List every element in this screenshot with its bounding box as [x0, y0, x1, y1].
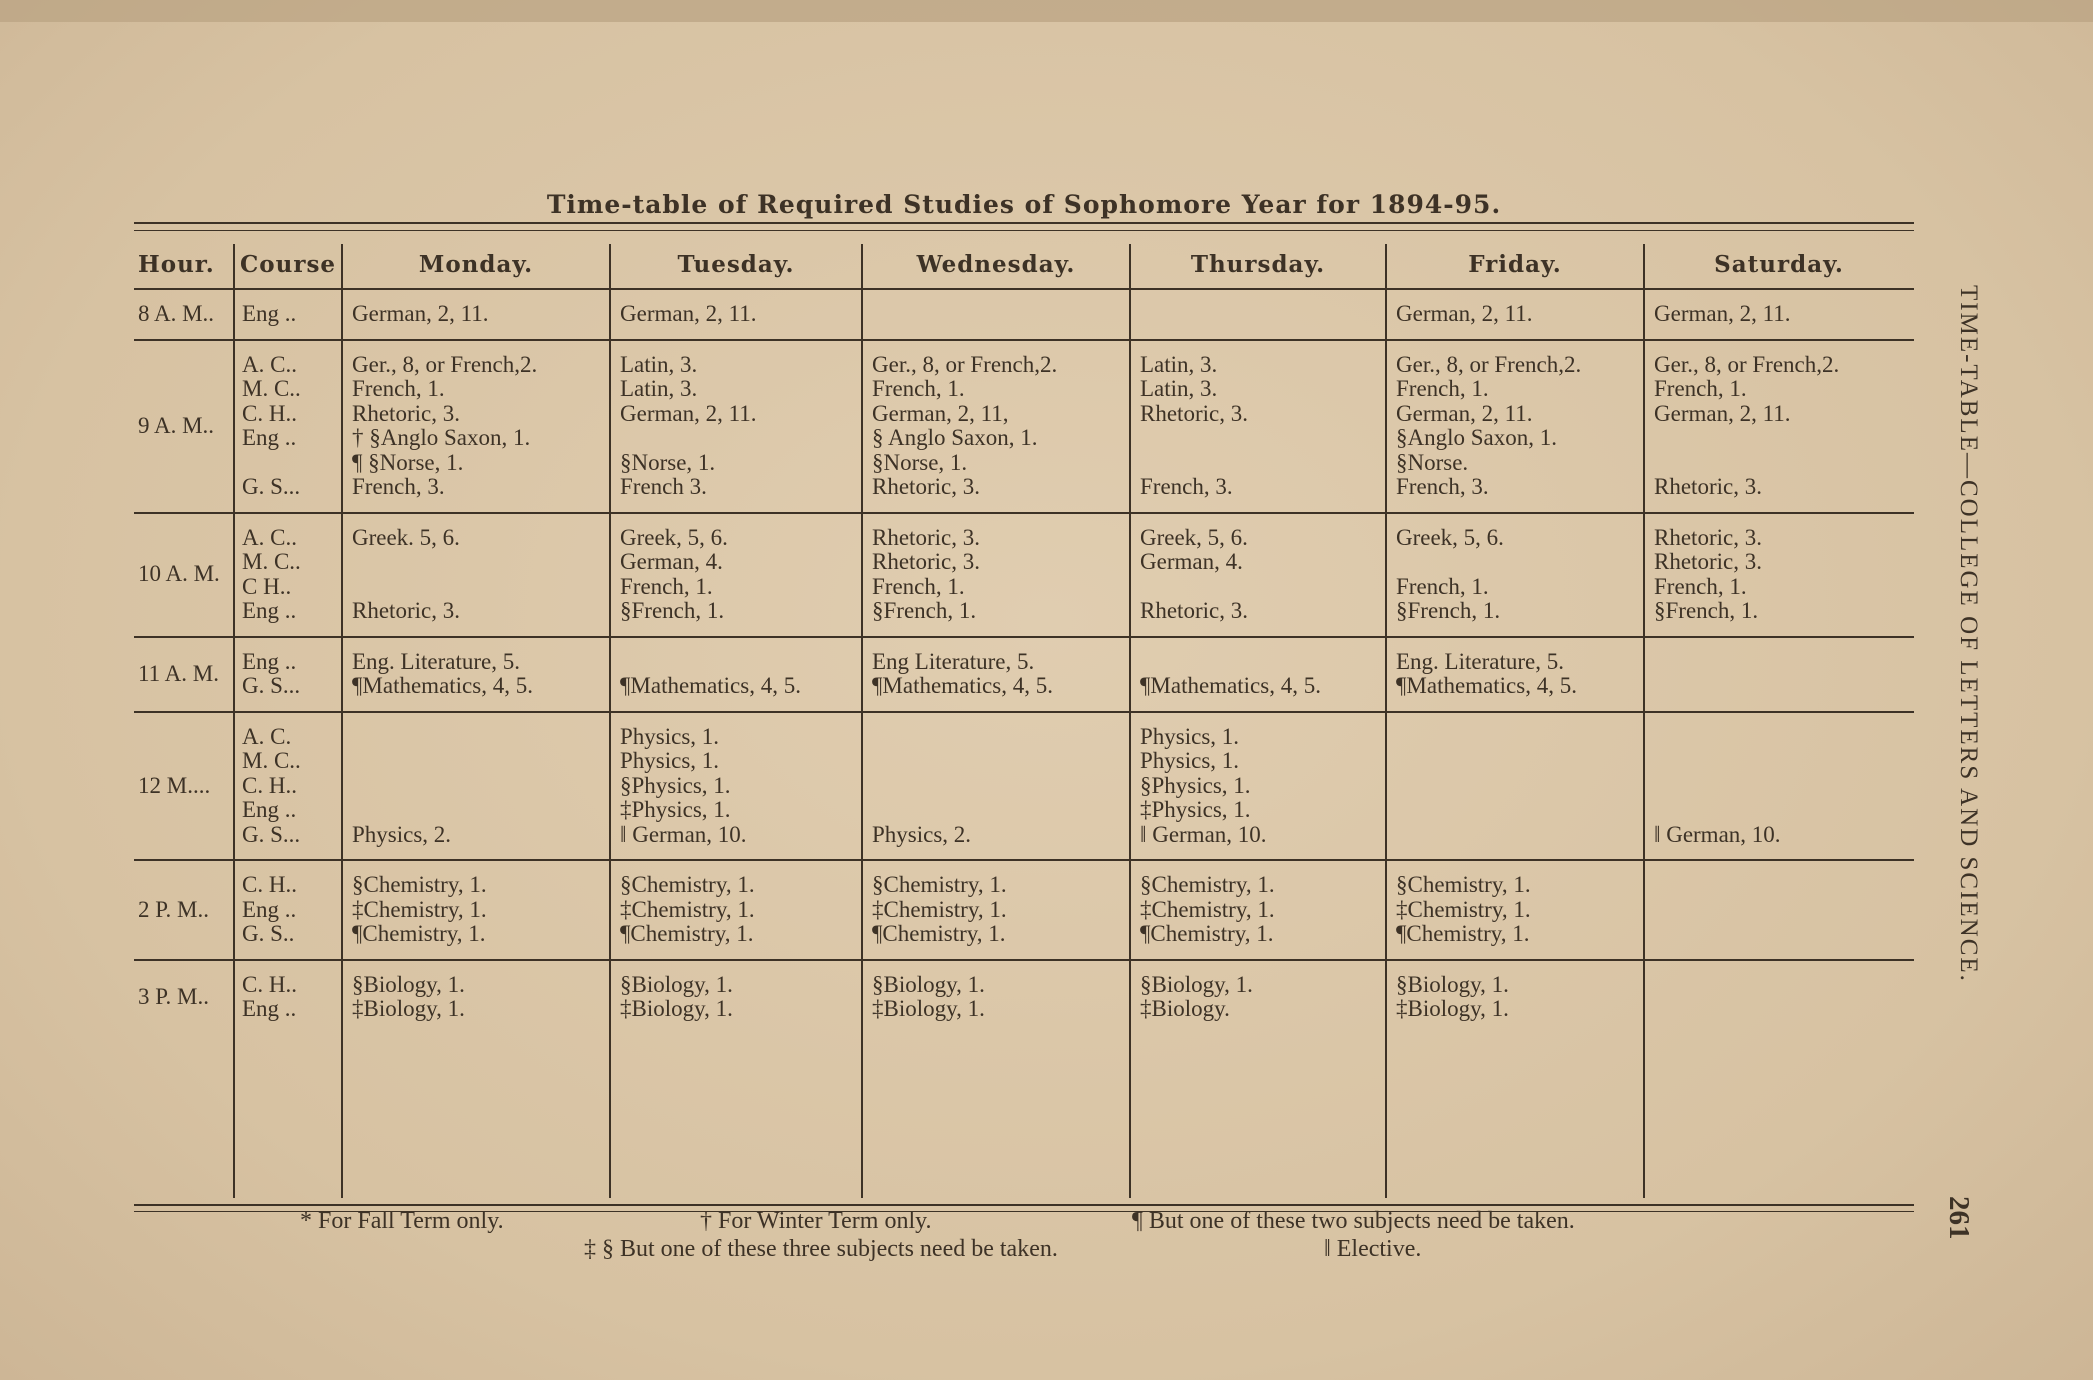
subject-line: French, 1. [1654, 376, 1747, 401]
course-line: Eng .. [242, 425, 297, 450]
cell-tuesday [610, 513, 862, 637]
subject-line: § Anglo Saxon, 1. [872, 425, 1038, 450]
course-line: Eng .. [242, 896, 297, 922]
cell-saturday [1644, 340, 1914, 513]
subject-line: §Chemistry, 1. [1396, 872, 1531, 897]
subject-line: §French, 1. [1654, 598, 1759, 623]
timetable-row [134, 712, 1914, 861]
subject-line: ¶Mathematics, 4, 5. [872, 673, 1053, 698]
subject-line [1140, 426, 1378, 451]
subject-line: Physics, 1. [620, 748, 720, 773]
subject-line: German, 2, 11. [620, 301, 757, 326]
subject-line: Rhetoric, 3. [1654, 549, 1762, 574]
subject-line: Rhetoric, 3. [1140, 598, 1248, 623]
subject-line: Ger., 8, or French,2. [352, 351, 538, 377]
course-cell [234, 340, 342, 513]
course-line: G. S... [242, 474, 301, 499]
subject-line: French 3. [620, 474, 707, 499]
header-hour: Hour. [138, 250, 215, 278]
subject-line [352, 550, 602, 575]
cell-friday [1386, 340, 1644, 513]
page-number: 261 [1943, 1196, 1975, 1240]
cell-wednesday [862, 860, 1130, 960]
subject-line: French, 3. [1396, 474, 1489, 499]
subject-line: German, 2, 11. [1396, 301, 1533, 326]
subject-line [872, 798, 1122, 823]
course-cell [234, 513, 342, 637]
course-line [242, 451, 334, 476]
cell-thursday [1130, 513, 1386, 637]
subject-line [1654, 674, 1906, 699]
subject-line: Latin, 3. [620, 376, 698, 401]
subject-line: French, 1. [872, 376, 965, 401]
cell-monday [342, 712, 610, 861]
subject-line [1396, 749, 1636, 774]
subject-line [1654, 798, 1906, 823]
subject-line: German, 2, 11. [1654, 400, 1791, 426]
subject-line: §Physics, 1. [620, 772, 731, 798]
subject-line: §Chemistry, 1. [620, 872, 755, 897]
cell-tuesday [610, 960, 862, 1034]
subject-line: ¶ §Norse, 1. [352, 449, 464, 475]
footnote-two-subjects: ¶ But one of these two subjects need be taken. [1132, 1208, 1575, 1234]
course-line: M. C.. [242, 748, 301, 773]
subject-line: ¶Mathematics, 4, 5. [352, 673, 533, 698]
subject-line: German, 2, 11. [620, 400, 757, 426]
header-thursday: Thursday. [1190, 250, 1326, 278]
course-cell [234, 960, 342, 1034]
header-friday: Friday. [1468, 250, 1562, 278]
subject-line [1654, 451, 1906, 476]
subject-line: Greek, 5, 6. [1140, 524, 1248, 550]
hour-cell: 10 A. M. [134, 513, 234, 637]
cell-saturday [1644, 289, 1914, 340]
subject-line: ‡Biology, 1. [352, 996, 465, 1021]
running-head: TIME-TABLE—COLLEGE OF LETTERS AND SCIENCE. [1955, 285, 1982, 983]
timetable [134, 240, 1914, 1034]
subject-line: ‡Physics, 1. [620, 797, 731, 822]
subject-line [1396, 798, 1636, 823]
course-line: C. H.. [242, 971, 297, 997]
hour-cell: 3 P. M.. [134, 960, 234, 1034]
cell-saturday [1644, 513, 1914, 637]
course-line: M. C.. [242, 549, 301, 574]
cell-thursday [1130, 960, 1386, 1034]
course-line: G. S.. [242, 921, 295, 946]
subject-line: Eng. Literature, 5. [1396, 648, 1564, 674]
subject-line: §Norse, 1. [620, 449, 716, 475]
subject-line: Ger., 8, or French,2. [1654, 351, 1840, 377]
subject-line: ¶Mathematics, 4, 5. [1140, 673, 1321, 698]
subject-line: French, 1. [1654, 573, 1747, 599]
cell-wednesday [862, 712, 1130, 861]
timetable-row [134, 637, 1914, 712]
subject-line [872, 725, 1122, 750]
cell-wednesday [862, 513, 1130, 637]
cell-monday [342, 513, 610, 637]
hour-cell: 8 A. M.. [134, 289, 234, 340]
subject-line: §Biology, 1. [872, 971, 985, 997]
subject-line: ‡Chemistry, 1. [352, 896, 487, 922]
course-cell [234, 860, 342, 960]
course-line: A. C.. [242, 524, 297, 550]
subject-line [872, 774, 1122, 799]
course-line: C H.. [242, 573, 292, 599]
course-line: Eng .. [242, 996, 297, 1021]
subject-line: §Norse. [1396, 449, 1469, 475]
subject-line: §Chemistry, 1. [1140, 872, 1275, 897]
course-line: G. S... [242, 821, 301, 847]
subject-line: §Physics, 1. [1140, 772, 1251, 798]
subject-line: Rhetoric, 3. [872, 549, 980, 574]
subject-line: ‡Biology, 1. [620, 996, 733, 1021]
subject-line: Physics, 1. [1140, 723, 1240, 749]
column-rule [341, 244, 343, 1198]
course-line: Eng .. [242, 648, 297, 674]
subject-line [1654, 725, 1906, 750]
cell-thursday [1130, 289, 1386, 340]
subject-line: §French, 1. [620, 598, 725, 623]
subject-line [1396, 550, 1636, 575]
subject-line: German, 2, 11, [872, 400, 1009, 426]
subject-line: §French, 1. [1396, 598, 1501, 623]
subject-line: ¶Chemistry, 1. [352, 921, 486, 946]
subject-line [872, 749, 1122, 774]
subject-line: French, 1. [872, 573, 965, 599]
cell-thursday [1130, 637, 1386, 712]
subject-line: §Chemistry, 1. [352, 872, 487, 897]
header-wednesday: Wednesday. [916, 250, 1076, 278]
cell-wednesday [862, 637, 1130, 712]
course-cell [234, 289, 342, 340]
subject-line [1140, 575, 1378, 600]
subject-line: Rhetoric, 3. [872, 524, 980, 550]
subject-line: §Biology, 1. [352, 971, 465, 997]
subject-line: Eng Literature, 5. [872, 648, 1035, 674]
subject-line [1654, 898, 1906, 923]
subject-line [352, 725, 602, 750]
subject-line: French, 1. [1396, 376, 1489, 401]
subject-line: ‡Biology, 1. [1396, 996, 1509, 1021]
subject-line: §Biology, 1. [1140, 971, 1253, 997]
column-rule [1643, 244, 1645, 1198]
title-rule [134, 222, 1914, 224]
subject-line: Eng. Literature, 5. [352, 648, 520, 674]
subject-line: Ger., 8, or French,2. [872, 351, 1058, 377]
subject-line: German, 2, 11. [1396, 400, 1533, 426]
subject-line [352, 798, 602, 823]
subject-line [620, 426, 854, 451]
course-line: C. H.. [242, 400, 297, 426]
subject-line [620, 650, 854, 675]
subject-line: ¶Chemistry, 1. [1396, 921, 1530, 946]
subject-line: Ger., 8, or French,2. [1396, 351, 1582, 377]
subject-line: ‖ German, 10. [1140, 821, 1267, 847]
subject-line: ¶Mathematics, 4, 5. [620, 673, 801, 698]
header-saturday: Saturday. [1714, 250, 1844, 278]
subject-line: §Chemistry, 1. [872, 872, 1007, 897]
subject-line [1654, 650, 1906, 675]
subject-line: Physics, 2. [352, 821, 452, 847]
cell-wednesday [862, 960, 1130, 1034]
subject-line: §Biology, 1. [1396, 971, 1509, 997]
cell-monday [342, 637, 610, 712]
subject-line: Rhetoric, 3. [1654, 524, 1762, 550]
subject-line: French, 1. [620, 573, 713, 599]
subject-line [352, 749, 602, 774]
cell-friday [1386, 289, 1644, 340]
course-cell [234, 637, 342, 712]
subject-line: ‡Chemistry, 1. [872, 896, 1007, 922]
header-row [134, 240, 1914, 289]
column-rule [1129, 244, 1131, 1198]
subject-line [1654, 922, 1906, 947]
subject-line: Greek. 5, 6. [352, 524, 460, 550]
timetable-row [134, 860, 1914, 960]
subject-line: Rhetoric, 3. [1140, 400, 1248, 426]
footnote-three-subjects: ‡ § But one of these three subjects need be taken. [584, 1236, 1058, 1262]
subject-line: Rhetoric, 3. [1654, 474, 1762, 499]
table-bottom-rule [134, 1204, 1914, 1206]
subject-line [1396, 725, 1636, 750]
hour-cell: 2 P. M.. [134, 860, 234, 960]
cell-tuesday [610, 340, 862, 513]
subject-line: ‖ German, 10. [620, 821, 747, 847]
subject-line: ¶Chemistry, 1. [872, 921, 1006, 946]
subject-line [1654, 749, 1906, 774]
cell-friday [1386, 960, 1644, 1034]
hour-cell: 9 A. M.. [134, 340, 234, 513]
cell-friday [1386, 513, 1644, 637]
cell-tuesday [610, 637, 862, 712]
subject-line: ¶Chemistry, 1. [1140, 921, 1274, 946]
subject-line: Physics, 1. [1140, 748, 1240, 773]
subject-line: Rhetoric, 3. [352, 598, 460, 623]
cell-tuesday [610, 860, 862, 960]
subject-line [1654, 426, 1906, 451]
timetable-row [134, 960, 1914, 1034]
cell-thursday [1130, 340, 1386, 513]
subject-line [872, 302, 1122, 327]
subject-line: Physics, 2. [872, 821, 972, 847]
timetable-row [134, 513, 1914, 637]
subject-line: Physics, 1. [620, 723, 720, 749]
subject-line [1140, 302, 1378, 327]
footnote-elective: ‖ Elective. [1324, 1236, 1422, 1262]
subject-line: Latin, 3. [1140, 376, 1218, 401]
subject-line: §Norse, 1. [872, 449, 968, 475]
cell-monday [342, 960, 610, 1034]
footnote-fall-term: * For Fall Term only. [300, 1208, 504, 1234]
subject-line: §French, 1. [872, 598, 977, 623]
course-cell [234, 712, 342, 861]
subject-line: German, 4. [1140, 549, 1243, 574]
column-rule [861, 244, 863, 1198]
subject-line: French, 3. [352, 474, 445, 499]
course-line: A. C.. [242, 351, 297, 377]
subject-line: French, 1. [1396, 573, 1489, 599]
subject-line [1654, 973, 1906, 998]
cell-friday [1386, 860, 1644, 960]
hour-cell: 11 A. M. [134, 637, 234, 712]
subject-line [1140, 650, 1378, 675]
timetable-row [134, 340, 1914, 513]
header-course: Course [239, 250, 337, 278]
subject-line: German, 2, 11. [352, 301, 489, 326]
column-rule [1385, 244, 1387, 1198]
course-line: M. C.. [242, 376, 301, 401]
subject-line: ¶Chemistry, 1. [620, 921, 754, 946]
timetable-title: Time-table of Required Studies of Sophomore Year for 1894-95. [546, 190, 1502, 219]
subject-line [1654, 997, 1906, 1022]
subject-line: Rhetoric, 3. [872, 474, 980, 499]
cell-monday [342, 340, 610, 513]
subject-line: ‡Biology, 1. [872, 996, 985, 1021]
cell-saturday [1644, 712, 1914, 861]
subject-line: Latin, 3. [1140, 351, 1218, 377]
subject-line: French, 1. [352, 376, 445, 401]
hour-cell: 12 M.... [134, 712, 234, 861]
subject-line: §Anglo Saxon, 1. [1396, 425, 1557, 450]
course-line: Eng .. [242, 301, 297, 326]
subject-line: German, 4. [620, 549, 723, 574]
subject-line: French, 3. [1140, 474, 1233, 499]
subject-line [1140, 451, 1378, 476]
column-rule [233, 244, 235, 1198]
cell-saturday [1644, 960, 1914, 1034]
cell-wednesday [862, 289, 1130, 340]
header-monday: Monday. [418, 250, 534, 278]
course-line: C. H.. [242, 872, 297, 897]
header-tuesday: Tuesday. [677, 250, 795, 278]
footnote-winter-term: † For Winter Term only. [700, 1208, 932, 1234]
subject-line: † §Anglo Saxon, 1. [352, 425, 531, 450]
subject-line: ‡Chemistry, 1. [1396, 896, 1531, 922]
subject-line [352, 575, 602, 600]
subject-line [1654, 873, 1906, 898]
subject-line: ‖ German, 10. [1654, 821, 1781, 847]
title-rule-lower [134, 230, 1914, 231]
subject-line: ‡Biology. [1140, 996, 1230, 1021]
cell-friday [1386, 712, 1644, 861]
subject-line: German, 2, 11. [1654, 301, 1791, 326]
cell-thursday [1130, 712, 1386, 861]
subject-line [1396, 823, 1636, 848]
cell-thursday [1130, 860, 1386, 960]
cell-tuesday [610, 712, 862, 861]
cell-friday [1386, 637, 1644, 712]
cell-monday [342, 289, 610, 340]
subject-line: Greek, 5, 6. [620, 524, 728, 550]
subject-line: §Biology, 1. [620, 971, 733, 997]
course-line: G. S... [242, 673, 301, 698]
subject-line: Greek, 5, 6. [1396, 524, 1504, 550]
subject-line: Rhetoric, 3. [352, 400, 460, 426]
page-top-edge [0, 0, 2093, 22]
subject-line [1654, 774, 1906, 799]
cell-wednesday [862, 340, 1130, 513]
timetable-row [134, 289, 1914, 340]
course-line: Eng .. [242, 797, 297, 822]
subject-line: Latin, 3. [620, 351, 698, 377]
subject-line: ‡Chemistry, 1. [620, 896, 755, 922]
subject-line [1396, 774, 1636, 799]
subject-line: ¶Mathematics, 4, 5. [1396, 673, 1577, 698]
subject-line: ‡Physics, 1. [1140, 797, 1251, 822]
course-line: A. C. [242, 723, 292, 749]
column-rule [609, 244, 611, 1198]
subject-line [352, 774, 602, 799]
subject-line: ‡Chemistry, 1. [1140, 896, 1275, 922]
cell-tuesday [610, 289, 862, 340]
cell-saturday [1644, 860, 1914, 960]
course-line: Eng .. [242, 598, 297, 623]
cell-saturday [1644, 637, 1914, 712]
course-line: C. H.. [242, 772, 297, 798]
cell-monday [342, 860, 610, 960]
